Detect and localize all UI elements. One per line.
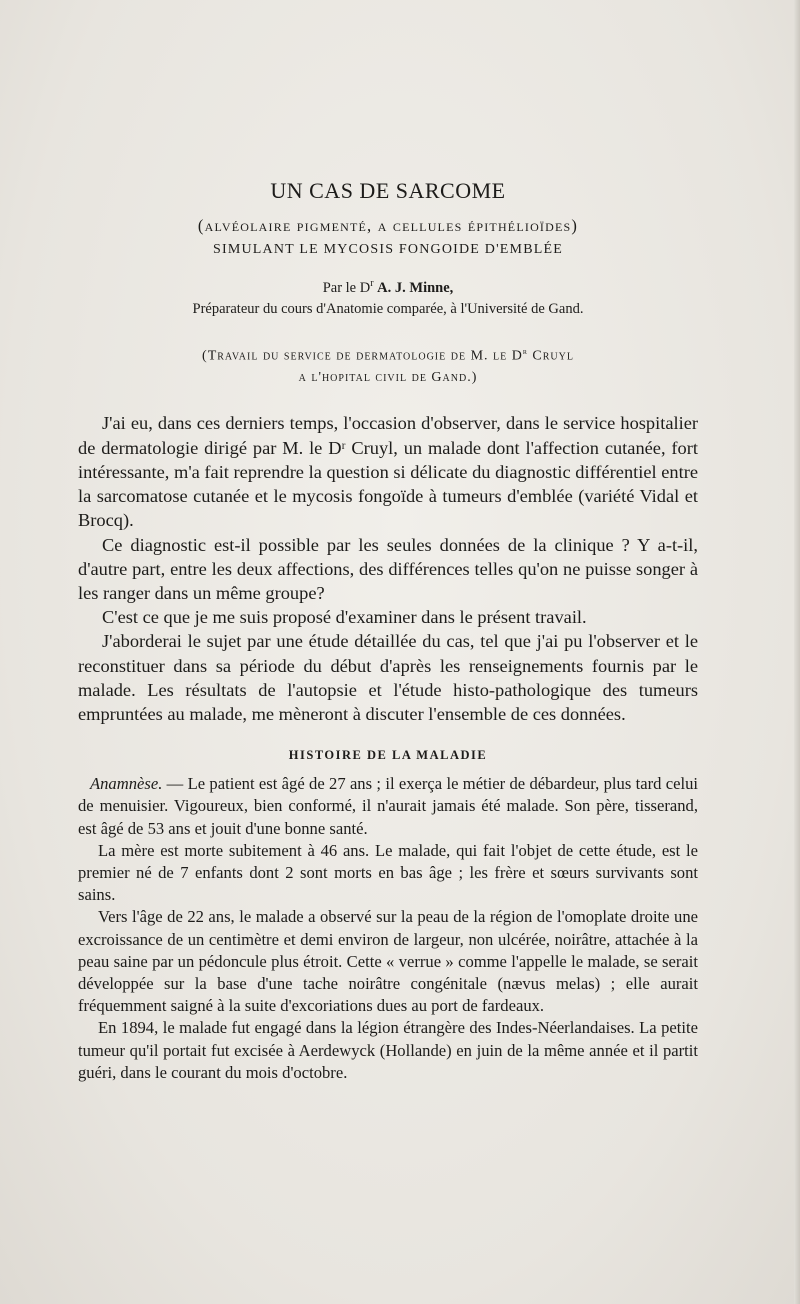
article-content	[78, 178, 698, 1084]
work-origin-line1-end: Cruyl	[527, 348, 574, 364]
work-origin-line2: a l'hopital civil de Gand.)	[298, 370, 478, 386]
history-paragraph: En 1894, le malade fut engagé dans la légion étrangère des Indes-Néerlandaises. La petite tumeur qu'il portait fut excisée à Aerdewyck (Hollande) en juin de la même année et il partit guéri, dans le courant du mois d'octobre.	[78, 1018, 698, 1082]
section-heading: HISTOIRE DE LA MALADIE	[288, 748, 488, 763]
article-title: UN CAS DE SARCOME	[270, 178, 506, 203]
anamnese-label: Anamnèse.	[90, 774, 163, 794]
intro-paragraph: Ce diagnostic est-il possible par les seules données de la clinique ? Y a-t-il, d'autre part, entre les deux affections, des différences telles qu'on ne puisse songer à les ranger dans un même groupe?	[78, 534, 698, 603]
history-paragraph-text: — Le patient est âgé de 27 ans ; il exerça le métier de débardeur, plus tard celui de menuisier. Vigoureux, bien conformé, il n'aurait jamais été malade. Son père, tisserand, est âgé de 53 ans et jouit d'une bonne santé.	[78, 774, 698, 838]
author-prefix-sup: r	[370, 278, 374, 289]
history-paragraph: La mère est morte subitement à 46 ans. Le malade, qui fait l'objet de cette étude, est le premier né de 7 enfants dont 2 sont morts en bas âge ; les frère et sœurs survivants sont sains.	[78, 840, 698, 905]
history-paragraph	[78, 773, 698, 840]
article-subtitle: (alvéolaire pigmenté, a cellules épithélioïdes)	[197, 216, 579, 235]
intro-paragraph: J'ai eu, dans ces derniers temps, l'occasion d'observer, dans le service hospitalier de dermatologie dirigé par M. le Dʳ Cruyl, un malade dont l'affection cutanée, fort intéressante, m'a fait reprendre la question si délicate du diagnostic différentiel entre la sarcomatose cutanée et le mycosis fongoïde à tumeurs d'emblée (variété Vidal et Brocq).	[78, 413, 698, 531]
author-affiliation: Préparateur du cours d'Anatomie comparée, à l'Université de Gand.	[192, 300, 584, 317]
intro-paragraph: J'aborderai le sujet par une étude détaillée du cas, tel que j'ai pu l'observer et le reconstituer dans sa période du début d'après les renseignements fournis par le malade. Les résultats de l'autopsie et l'étude histo-pathologique des tumeurs empruntées au malade, me mèneront à discuter l'ensemble de ces données.	[78, 631, 698, 724]
page-edge-shadow	[794, 0, 800, 1304]
history-paragraph: Vers l'âge de 22 ans, le malade a observé sur la peau de la région de l'omoplate droite une excroissance de un centimètre et demi environ de largeur, non ulcérée, noirâtre, attachée à la peau saine par un pédoncule plus étroit. Cette « verrue » comme l'appelle le malade, se serait développée sur la base d'une tache noirâtre congénitale (nævus melas) ; elle aurait fréquemment saigné à la suite d'excoriations dues au port de fardeaux.	[78, 907, 698, 1016]
author-prefix: Par le D	[322, 279, 371, 296]
work-origin	[78, 340, 698, 390]
intro-paragraph: C'est ce que je me suis proposé d'examiner dans le présent travail.	[102, 607, 587, 628]
work-origin-sup: r	[522, 345, 528, 356]
author-line	[78, 278, 698, 297]
author-name: A. J. Minne,	[377, 279, 454, 296]
work-origin-line1: (Travail du service de dermatologie de M. le D	[202, 348, 523, 364]
article-subtitle-line2: SIMULANT LE MYCOSIS FONGOIDE D'EMBLÉE	[212, 242, 563, 257]
